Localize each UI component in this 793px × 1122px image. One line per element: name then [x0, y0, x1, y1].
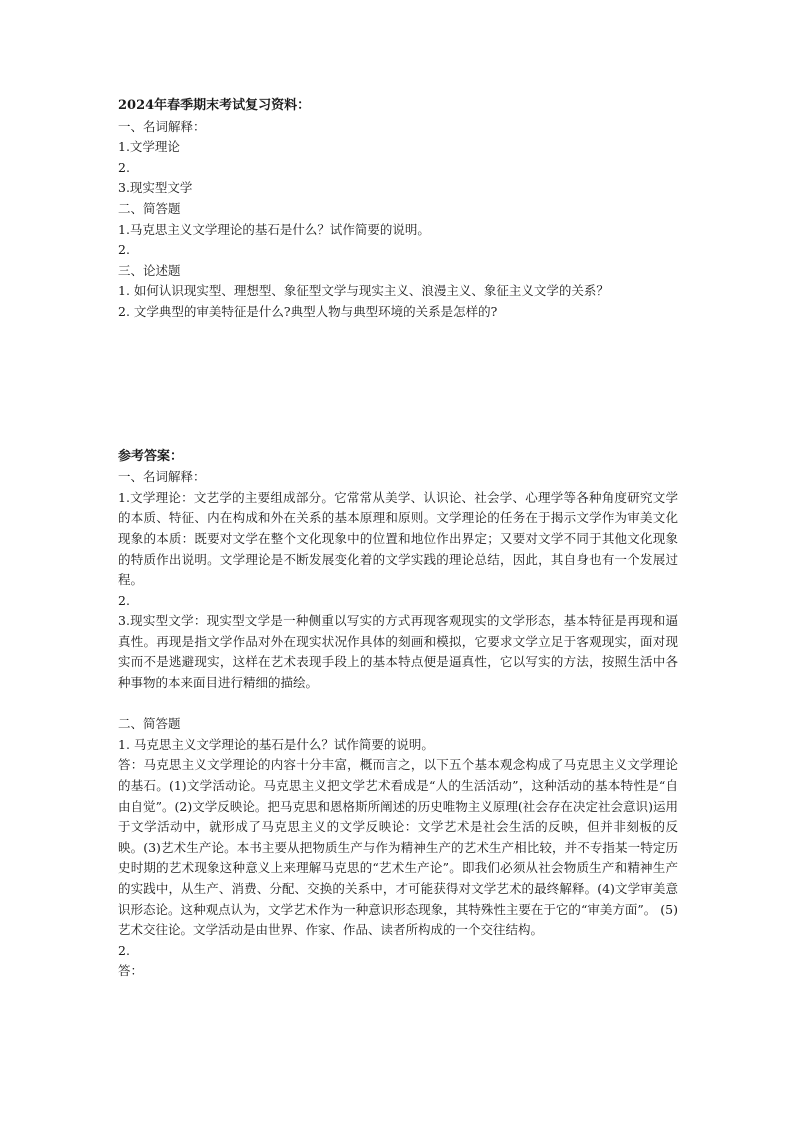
question-item: 2. 文学典型的审美特征是什么?典型人物与典型环境的关系是怎样的? [118, 303, 498, 319]
question-item: 2. [118, 159, 130, 175]
section-heading-short: 二、简答题 [118, 200, 181, 216]
document-content [118, 96, 678, 982]
question-item: 2. [118, 242, 130, 258]
answer-question: 1. 马克思主义文学理论的基石是什么？试作简要的说明。 [118, 736, 434, 752]
question-item: 1. 如何认识现实型、理想型、象征型文学与现实主义、浪漫主义、象征主义文学的关系？ [118, 283, 609, 299]
answer-section-heading-short: 二、简答题 [118, 716, 181, 732]
question-item: 1.文学理论 [118, 139, 180, 155]
doc-title: 2024年春季期末考试复习资料： [118, 98, 311, 113]
answer-item: 2. [118, 592, 130, 608]
answer-section-heading-terms: 一、名词解释： [118, 469, 206, 485]
answer-paragraph: 答：马克思主义文学理论的内容十分丰富，概而言之，以下五个基本观念构成了马克思主义文学理论的基石。(1)文学活动论。马克思主义把文学艺术看成是“人的生活活动”，这种活动的基本特性是“自由自觉”。(2)文学反映论。把马克思和恩格斯所阐述的历史唯物主义原理(社会存在决定社会意识)运用于文学活动中，就形成了马克思主义的文学反映论：文学艺术是社会生活的反映，但并非刻板的反映。(3)艺术生产论。本书主要从把物质生产与作为精神生产的艺术生产相比较，并不专指某一特定历史时期的艺术现象这种意义上来理解马克思的“艺术生产论”。即我们必须从社会物质生产和精神生产的实践中，从生产、消费、分配、交换的关系中，才可能获得对文学艺术的最终解释。(4)文学审美意识形态论。这种观点认为，文学艺术作为一种意识形态现象，其特殊性主要在于它的“审美方面”。 (5)艺术交往论。文学活动是由世界、作家、作品、读者所构成的一个交往结构。 [118, 757, 678, 938]
spacer [118, 323, 678, 447]
question-item: 1.马克思主义文学理论的基石是什么？试作简要的说明。 [118, 221, 430, 237]
answers-title: 参考答案： [118, 448, 184, 464]
section-heading-essay: 三、论述题 [118, 262, 181, 278]
answer-paragraph: 1.文学理论：文艺学的主要组成部分。它常常从美学、认识论、社会学、心理学等各种角度研究文学的本质、特征、内在构成和外在关系的基本原理和原则。文学理论的任务在于揭示文学作为审美文化现象的本质：既要对文学在整个文化现象中的位置和地位作出界定；又要对文学不同于其他文化现象的特质作出说明。文学理论是不断发展变化着的文学实践的理论总结，因此，其自身也有一个发展过程。 [118, 489, 678, 588]
answer-question: 2. [118, 942, 130, 958]
answer-paragraph: 3.现实型文学：现实型文学是一种侧重以写实的方式再现客观现实的文学形态，基本特征是再现和逼真性。再现是指文学作品对外在现实状况作具体的刻画和模拟，它要求文学立足于客观现实，面对现实而不是逃避现实，这样在艺术表现手段上的基本特点便是逼真性，它以写实的方法，按照生活中各种事物的本来面目进行精细的描绘。 [118, 613, 678, 691]
answer-paragraph: 答： [118, 963, 144, 979]
spacer [118, 694, 678, 715]
question-item: 3.现实型文学 [118, 180, 193, 196]
section-heading-terms: 一、名词解释： [118, 118, 206, 134]
